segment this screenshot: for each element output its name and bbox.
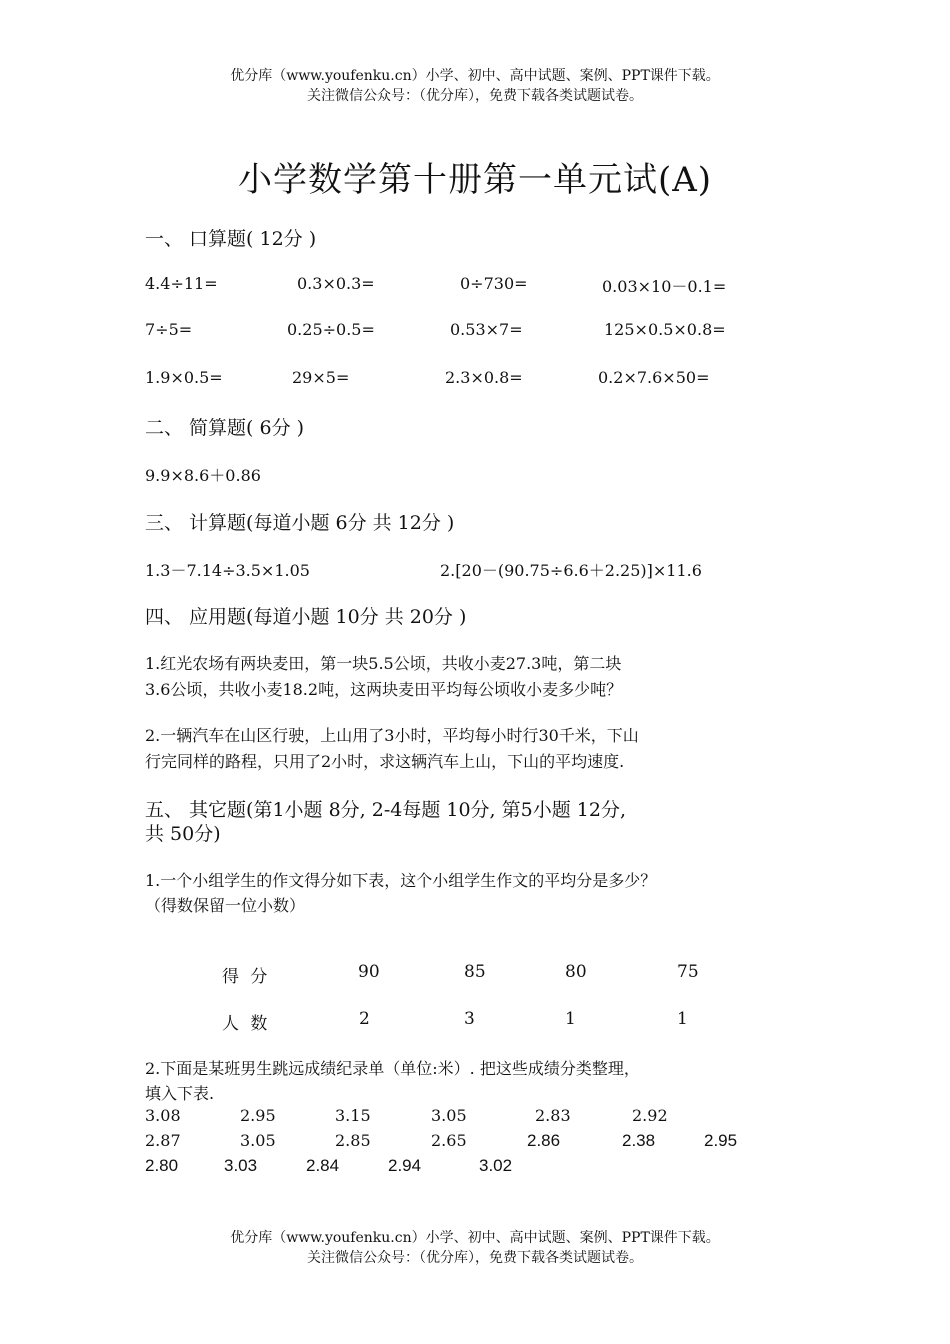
- table-cell: 90: [358, 962, 380, 982]
- word-problem-2-line-2: 行完同样的路程，只用了2小时，求这辆汽车上山，下山的平均速度.: [145, 752, 625, 771]
- calc-item: 2.3×0.8=: [445, 368, 523, 387]
- table-cell: 80: [565, 962, 587, 982]
- section-4-heading: 四、 应用题(每道小题 10分 共 20分 ): [145, 606, 467, 628]
- score-value: 3.05: [240, 1131, 276, 1150]
- footer-line-1: 优分库（www.youfenku.cn）小学、初中、高中试题、案例、PPT课件下载。: [230, 1230, 720, 1246]
- other-problem-2-line-2: 填入下表.: [145, 1084, 215, 1103]
- section-3-heading: 三、 计算题(每道小题 6分 共 12分 ): [145, 512, 455, 534]
- score-value: 2.95: [704, 1131, 738, 1150]
- calc-item: 0.53×7=: [450, 320, 523, 339]
- calc-item: 0÷730=: [460, 274, 528, 293]
- table-cell: 1: [677, 1009, 688, 1029]
- table-row-label-score: 得 分: [222, 967, 268, 987]
- score-value: 2.85: [335, 1131, 371, 1150]
- section-2-heading: 二、 简算题( 6分 ): [145, 417, 305, 439]
- score-value: 2.92: [632, 1106, 668, 1125]
- header-line-1: 优分库（www.youfenku.cn）小学、初中、高中试题、案例、PPT课件下载。: [230, 68, 720, 84]
- word-problem-1-line-1: 1.红光农场有两块麦田，第一块5.5公顷，共收小麦27.3吨，第二块: [145, 654, 622, 673]
- other-problem-2-line-1: 2.下面是某班男生跳远成绩纪录单（单位:米）. 把这些成绩分类整理，: [145, 1059, 640, 1078]
- score-value: 3.08: [145, 1106, 181, 1125]
- compute-item-1: 1.3－7.14÷3.5×1.05: [145, 561, 310, 580]
- compute-item-2: 2.[20－(90.75÷6.6＋2.25)]×11.6: [440, 561, 702, 580]
- score-value: 3.15: [335, 1106, 371, 1125]
- score-value: 2.65: [431, 1131, 467, 1150]
- section-5-heading-line-1: 五、 其它题(第1小题 8分, 2-4每题 10分, 第5小题 12分,: [145, 799, 626, 821]
- calc-item: 125×0.5×0.8=: [604, 320, 726, 339]
- calc-item: 0.25÷0.5=: [287, 320, 375, 339]
- score-value: 3.05: [431, 1106, 467, 1125]
- calc-item: 7÷5=: [145, 320, 193, 339]
- score-value: 2.95: [240, 1106, 276, 1125]
- score-value: 2.83: [535, 1106, 571, 1125]
- calc-item: 29×5=: [292, 368, 350, 387]
- score-value: 2.87: [145, 1131, 181, 1150]
- score-value: 2.86: [527, 1131, 561, 1150]
- calc-item: 0.3×0.3=: [297, 274, 375, 293]
- simplify-item: 9.9×8.6＋0.86: [145, 466, 261, 485]
- score-value: 2.94: [388, 1156, 422, 1175]
- score-value: 2.38: [622, 1131, 656, 1150]
- section-5-heading-line-2: 共 50分): [145, 823, 221, 845]
- section-1-heading: 一、 口算题( 12分 ): [145, 228, 317, 250]
- word-problem-1-line-2: 3.6公顷，共收小麦18.2吨，这两块麦田平均每公顷收小麦多少吨？: [145, 680, 623, 699]
- page-title: 小学数学第十册第一单元试(A): [237, 160, 713, 200]
- calc-item: 1.9×0.5=: [145, 368, 223, 387]
- table-cell: 3: [464, 1009, 475, 1029]
- table-cell: 75: [677, 962, 699, 982]
- table-cell: 2: [359, 1009, 370, 1029]
- calc-item: 0.03×10－0.1=: [602, 277, 727, 296]
- other-problem-1-line-2: （得数保留一位小数）: [145, 896, 306, 915]
- header-line-2: 关注微信公众号：（优分库），免费下载各类试题试卷。: [307, 88, 643, 104]
- score-value: 3.02: [479, 1156, 513, 1175]
- word-problem-2-line-1: 2.一辆汽车在山区行驶，上山用了3小时，平均每小时行30千米，下山: [145, 726, 639, 745]
- score-value: 2.84: [306, 1156, 340, 1175]
- score-value: 3.03: [224, 1156, 258, 1175]
- footer-line-2: 关注微信公众号：（优分库），免费下载各类试题试卷。: [307, 1250, 643, 1266]
- table-cell: 1: [565, 1009, 576, 1029]
- table-row-label-count: 人 数: [222, 1014, 268, 1034]
- calc-item: 0.2×7.6×50=: [598, 368, 710, 387]
- score-value: 2.80: [145, 1156, 179, 1175]
- calc-item: 4.4÷11=: [145, 274, 218, 293]
- other-problem-1-line-1: 1.一个小组学生的作文得分如下表，这个小组学生作文的平均分是多少？: [145, 871, 657, 890]
- table-cell: 85: [464, 962, 486, 982]
